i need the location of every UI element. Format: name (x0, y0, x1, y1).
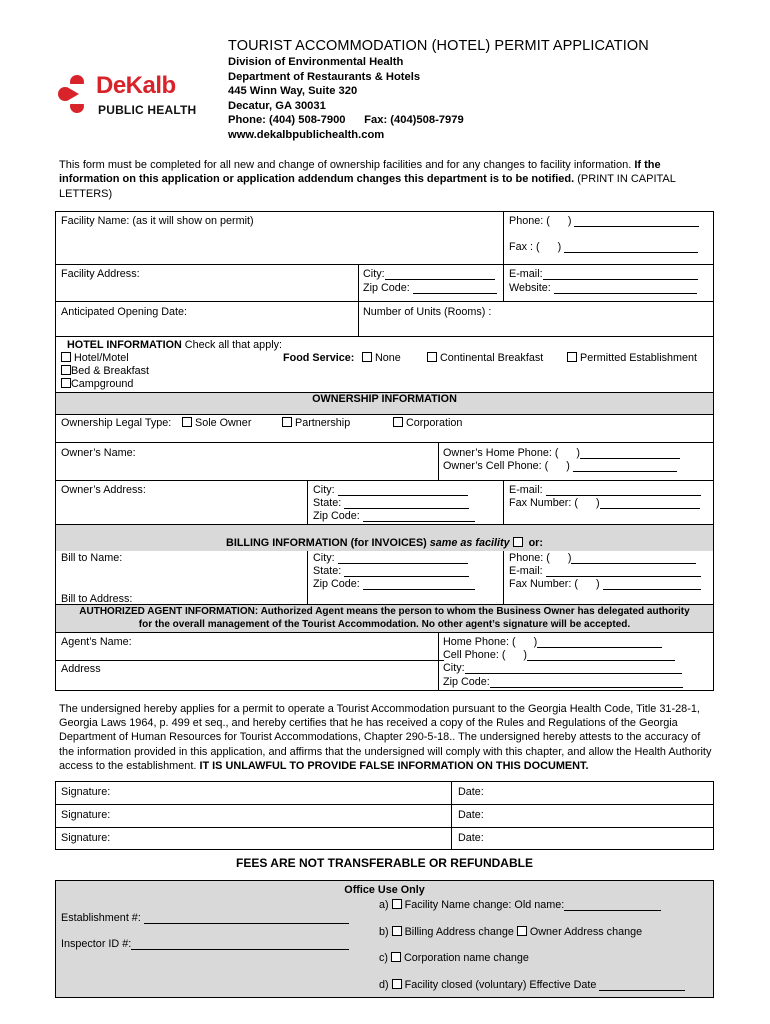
owner-fax-field[interactable]: Fax Number: ( ) (509, 497, 700, 509)
phone-fax: Phone: (404) 508-7900 Fax: (404)508-7979 (228, 114, 464, 126)
agency-contact-block (228, 55, 464, 142)
facility-phone-field[interactable]: Phone: ( ) (509, 215, 699, 227)
checkbox[interactable] (393, 417, 403, 427)
date-3-field[interactable]: Date: (458, 832, 484, 844)
checkbox[interactable] (391, 952, 401, 962)
establishment-number-field[interactable]: Establishment #: (61, 912, 349, 924)
signature-table (55, 781, 714, 850)
agent-city-field[interactable]: City: (443, 662, 682, 674)
dekalb-logo-icon (57, 74, 99, 114)
checkbox[interactable] (182, 417, 192, 427)
agent-name-label: Agent’s Name: (61, 636, 132, 648)
checkbox[interactable] (392, 926, 402, 936)
facility-fax-field[interactable]: Fax : ( ) (509, 241, 698, 253)
date-2-field[interactable]: Date: (458, 809, 484, 821)
facility-email-field[interactable]: E-mail: (509, 268, 698, 280)
signature-3-field[interactable]: Signature: (61, 832, 111, 844)
food-service-label: Food Service: (283, 352, 355, 364)
owner-state-field[interactable]: State: (313, 497, 469, 509)
type-hotel-motel[interactable]: Hotel/Motel (61, 352, 129, 364)
checkbox[interactable] (427, 352, 437, 362)
owner-cell-phone-field[interactable]: Owner’s Cell Phone: ( ) (443, 460, 677, 472)
office-option-d[interactable]: d) Facility closed (voluntary) Effective Date (379, 979, 685, 991)
same-as-facility-checkbox[interactable] (513, 537, 523, 547)
agent-home-phone-field[interactable]: Home Phone: ( ) (443, 636, 662, 648)
office-use-heading: Office Use Only (344, 884, 425, 896)
facility-zip-field[interactable]: Zip Code: (363, 282, 497, 294)
units-label: Number of Units (Rooms) : (363, 306, 492, 318)
checkbox[interactable] (392, 979, 402, 989)
address-line-2: Decatur, GA 30031 (228, 99, 326, 112)
department: Department of Restaurants & Hotels (228, 70, 421, 83)
opening-date-label: Anticipated Opening Date: (61, 306, 188, 318)
owner-address-label: Owner’s Address: (61, 484, 146, 496)
type-bed-breakfast[interactable]: Bed & Breakfast (61, 365, 149, 377)
facility-city-field[interactable]: City: (363, 268, 495, 280)
date-1-field[interactable]: Date: (458, 786, 484, 798)
owner-zip-field[interactable]: Zip Code: (313, 510, 475, 522)
agent-address-label: Address (61, 663, 101, 675)
division: Division of Environmental Health (228, 56, 404, 68)
agent-zip-field[interactable]: Zip Code: (443, 676, 683, 688)
checkbox[interactable] (61, 352, 71, 362)
owner-home-phone-field[interactable]: Owner’s Home Phone: ( ) (443, 447, 680, 459)
billing-fax-field[interactable]: Fax Number: ( ) (509, 578, 701, 590)
ownership-partnership[interactable]: Partnership (282, 417, 350, 429)
signature-1-field[interactable]: Signature: (61, 786, 111, 798)
billing-email-field[interactable]: E-mail: (509, 565, 701, 577)
checkbox[interactable] (61, 365, 71, 375)
ownership-sole-owner[interactable]: Sole Owner (182, 417, 251, 429)
checkbox[interactable] (61, 378, 71, 388)
type-campground[interactable]: Campground (61, 378, 133, 390)
ownership-corporation[interactable]: Corporation (393, 417, 462, 429)
billing-heading: BILLING INFORMATION (for INVOICES) same as facility or: (226, 537, 543, 549)
inspector-id-field[interactable]: Inspector ID #: (61, 938, 349, 950)
bill-to-address-label: Bill to Address: (61, 593, 133, 605)
owner-name-label: Owner’s Name: (61, 447, 136, 459)
checkbox[interactable] (282, 417, 292, 427)
ownership-heading: OWNERSHIP INFORMATION (312, 393, 457, 405)
agent-heading: AUTHORIZED AGENT INFORMATION: Authorized Agent means the person to whom the Business Owner has delegated authority (79, 606, 690, 617)
facility-website-field[interactable]: Website: (509, 282, 697, 294)
agent-cell-phone-field[interactable]: Cell Phone: ( ) (443, 649, 675, 661)
declaration-text: The undersigned hereby applies for a permit to operate a Tourist Accommodation pursuant to the Georgia Health Code, Title 31-28-1, Georgia Laws 1964, p. 499 et seq., and hereby certifies that he has received a copy of the Rules and Regulations of the Georgia Department of Human Resources for Tourist Accommodations, Chapter 290-5-18.. The undersigned hereby attests to the accuracy of the information provided in this application, and affirms that the undersigned will comply with this chapter, and allow the Health Authority access to the establishment. IT IS UNLAWFUL TO PROVIDE FALSE INFORMATION ON THIS DOCUMENT. (59, 703, 712, 772)
website: www.dekalbpublichealth.com (228, 128, 385, 141)
billing-zip-field[interactable]: Zip Code: (313, 578, 475, 590)
agent-description: for the overall management of the Tourist Accommodation. No other agent’s signature will be accepted. (138, 619, 631, 630)
office-option-c[interactable]: c) Corporation name change (379, 952, 529, 964)
logo-wordmark: DeKalb (96, 72, 176, 99)
office-option-a[interactable]: a) Facility Name change: Old name: (379, 899, 661, 911)
food-none[interactable]: None (362, 352, 401, 364)
bill-to-name-label: Bill to Name: (61, 552, 123, 564)
fees-notice: FEES ARE NOT TRANSFERABLE OR REFUNDABLE (236, 856, 533, 870)
owner-city-field[interactable]: City: (313, 484, 468, 496)
address-line-1: 445 Winn Way, Suite 320 (228, 85, 358, 97)
ownership-legal-type-label: Ownership Legal Type: (61, 417, 172, 429)
checkbox[interactable] (567, 352, 577, 362)
checkbox[interactable] (517, 926, 527, 936)
logo-subtitle: PUBLIC HEALTH (98, 103, 197, 117)
checkbox[interactable] (392, 899, 402, 909)
owner-email-field[interactable]: E-mail: (509, 484, 701, 496)
facility-name-label: Facility Name: (as it will show on permit) (61, 215, 254, 227)
food-permitted[interactable]: Permitted Establishment (567, 352, 697, 364)
billing-city-field[interactable]: City: (313, 552, 468, 564)
billing-state-field[interactable]: State: (313, 565, 469, 577)
billing-phone-field[interactable]: Phone: ( ) (509, 552, 696, 564)
checkbox[interactable] (362, 352, 372, 362)
page-title: TOURIST ACCOMMODATION (HOTEL) PERMIT APPLICATION (228, 38, 649, 54)
instructions: This form must be completed for all new and change of ownership facilities and for any changes to facility information. If the information on this application or application addendum changes this department is to be notified. (PRINT IN CAPITAL LETTERS) (59, 159, 676, 200)
facility-address-label: Facility Address: (61, 268, 140, 280)
food-continental[interactable]: Continental Breakfast (427, 352, 543, 364)
office-option-b[interactable]: b) Billing Address change Owner Address change (379, 926, 643, 938)
hotel-info-heading: HOTEL INFORMATION Check all that apply: (67, 339, 282, 351)
signature-2-field[interactable]: Signature: (61, 809, 111, 821)
